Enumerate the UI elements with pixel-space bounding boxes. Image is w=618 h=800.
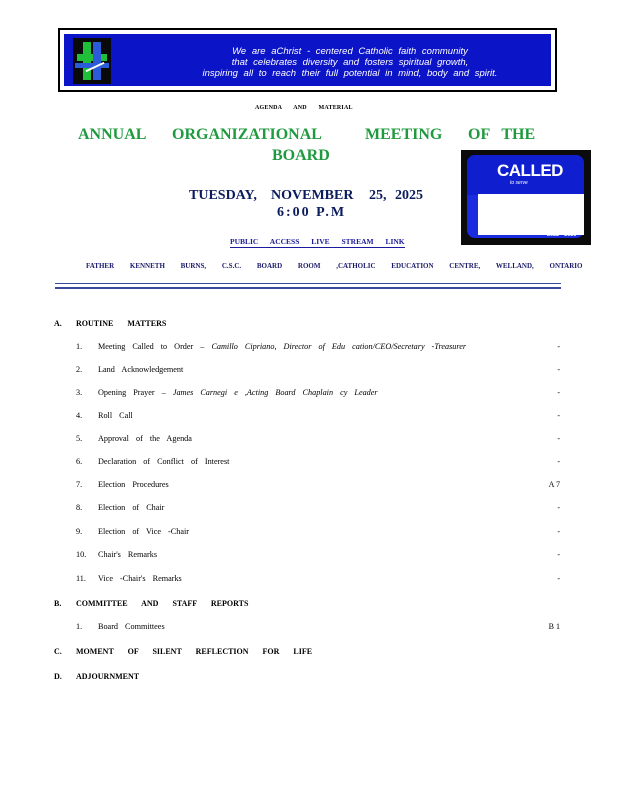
mission-line: inspiring all to reach their full potential in mind, body and spirit. [202,68,498,79]
date-number: 25, [369,188,387,203]
item-number: 8. [76,503,83,512]
title-organizational: ORGANIZATIONAL [172,126,322,143]
section-key: D. [54,672,62,681]
item-number: 10. [76,550,87,559]
item-text: Land Acknowledgement [98,365,184,374]
item-text: Election of Chair [98,503,165,512]
date-day: TUESDAY, [189,188,257,203]
divider [55,287,561,289]
item-reference: - [557,503,560,512]
called-logo-word: CALLED [497,161,563,180]
item-number: 11. [76,574,86,583]
section-title: MOMENT OF SILENT REFLECTION FOR LIFE [76,647,313,656]
item-number: 1. [76,622,83,631]
date-year: 2025 [395,188,423,203]
item-text: Board Committees [98,622,165,631]
section-key: A. [54,319,62,328]
item-text: Opening Prayer – [98,388,166,397]
item-reference: - [557,342,560,351]
item-number: 9. [76,527,83,536]
item-reference: - [557,574,560,583]
item-text: Vice -Chair's Remarks [98,574,182,583]
item-number: 3. [76,388,83,397]
section-key: B. [54,599,62,608]
title-meeting: MEETING [365,126,443,143]
item-reference: - [557,434,560,443]
item-reference: - [557,550,560,559]
title-annual: ANNUAL [78,126,147,143]
divider [55,283,561,284]
item-reference: B 1 [548,622,560,631]
item-number: 1. [76,342,83,351]
title-board: BOARD [272,147,330,164]
item-number: 6. [76,457,83,466]
item-number: 4. [76,411,83,420]
section-title: COMMITTEE AND STAFF REPORTS [76,599,249,608]
item-presenter: Camillo Cipriano, Director of Edu cation/CEO/Secretary -Treasurer [211,342,467,351]
item-text: Chair's Remarks [98,550,158,559]
mission-statement [150,46,550,79]
item-presenter: James Carnegi e ,Acting Board Chaplain cy Leader [172,388,378,397]
item-text: Approval of the Agenda [98,434,192,443]
called-logo-years: 2022 • 2026 [547,232,577,238]
item-reference: - [557,365,560,374]
item-reference: - [557,527,560,536]
item-text: Election of Vice -Chair [98,527,189,536]
item-number: 2. [76,365,83,374]
agenda-label: AGENDA AND MATERIAL [255,105,353,111]
item-reference: - [557,388,560,397]
called-logo-tagline: to serve [510,180,528,186]
section-title: ROUTINE MATTERS [76,319,167,328]
item-reference: - [557,457,560,466]
date-month: NOVEMBER [271,188,354,203]
item-number: 7. [76,480,83,489]
called-logo [461,150,591,245]
item-reference: A 7 [548,480,560,489]
title-of-the: OF THE [468,126,536,143]
item-number: 5. [76,434,83,443]
mission-line: We are aChrist - centered Catholic faith community [232,46,468,57]
item-text: Meeting Called to Order – [98,342,205,351]
meeting-location: FATHER KENNETH BURNS, C.S.C. BOARD ROOM ,CATHOLIC EDUCATION CENTRE, WELLAND, ONTARIO [86,262,583,270]
item-reference: - [557,411,560,420]
mission-line: that celebrates diversity and fosters spiritual growth, [231,57,469,68]
section-title: ADJOURNMENT [76,672,140,681]
cross-logo-icon [73,38,111,84]
section-key: C. [54,647,62,656]
live-stream-link[interactable]: PUBLIC ACCESS LIVE STREAM LINK [230,237,405,246]
item-text: Roll Call [98,411,133,420]
meeting-time: 6:00 P.M [277,205,347,220]
item-text: Declaration of Conflict of Interest [98,457,230,466]
item-text: Election Procedures [98,480,169,489]
